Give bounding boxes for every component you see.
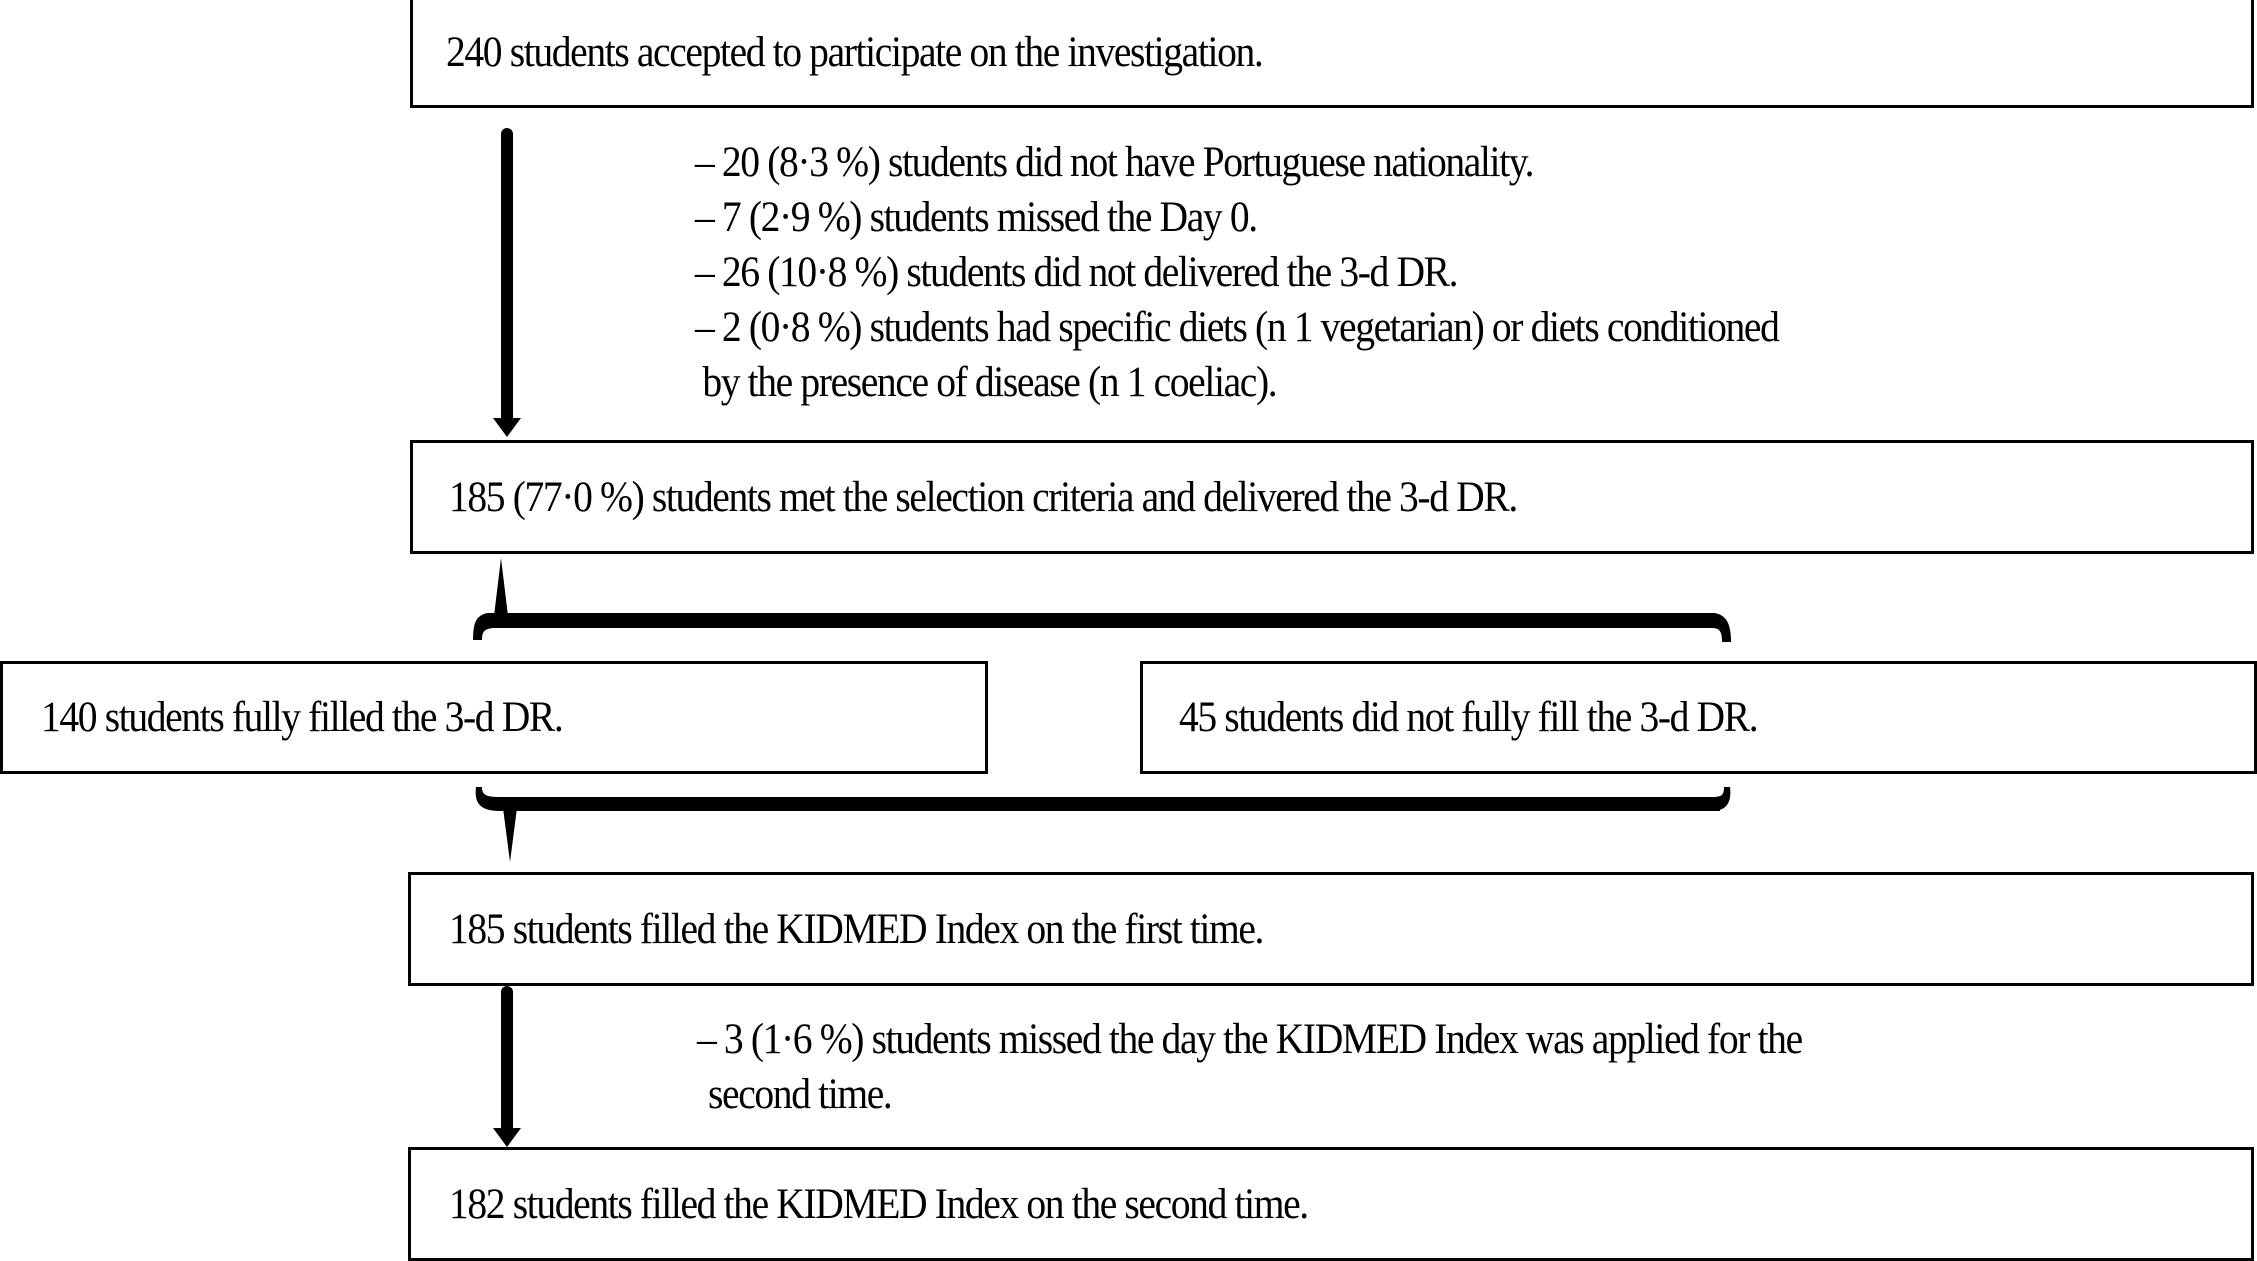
exclusion-item: second time. <box>708 1071 892 1118</box>
box-fully-filled <box>0 661 988 774</box>
box-kidmed-first <box>408 872 2254 986</box>
box-not-fully-filled <box>1140 661 2257 774</box>
exclusion-item: – 7 (2·9 %) students missed the Day 0. <box>695 194 1257 241</box>
exclusion-item: by the presence of disease (n 1 coeliac). <box>702 359 1277 406</box>
exclusion-list-1 <box>695 135 1873 410</box>
exclusion-list-2 <box>697 1012 1898 1122</box>
box-initial-participants <box>410 0 2254 108</box>
box-selected-text: 185 (77·0 %) students met the selection criteria and delivered the 3-d DR. <box>449 473 1517 521</box>
box-kidmed-second-text: 182 students filled the KIDMED Index on the second time. <box>449 1180 1308 1228</box>
exclusion-item: – 3 (1·6 %) students missed the day the KIDMED Index was applied for the <box>697 1016 1802 1063</box>
exclusion-item: – 2 (0·8 %) students had specific diets (n 1 vegetarian) or diets conditioned <box>695 304 1779 351</box>
box-not-fully-filled-text: 45 students did not fully fill the 3-d DR. <box>1179 694 1758 741</box>
box-selected-students <box>410 440 2254 554</box>
down-arrow-icon <box>493 992 521 1147</box>
brace-merge-icon <box>476 787 1731 862</box>
box-fully-filled-text: 140 students fully filled the 3-d DR. <box>41 694 563 741</box>
box-kidmed-second <box>408 1147 2254 1261</box>
brace-split-icon <box>476 558 1729 642</box>
exclusion-item: – 20 (8·3 %) students did not have Portuguese nationality. <box>695 139 1534 186</box>
down-arrow-icon <box>493 134 521 437</box>
box-kidmed-first-text: 185 students filled the KIDMED Index on the first time. <box>449 905 1264 953</box>
exclusion-item: – 26 (10·8 %) students did not delivered the 3-d DR. <box>695 249 1458 296</box>
box-initial-text: 240 students accepted to participate on the investigation. <box>446 29 1263 76</box>
